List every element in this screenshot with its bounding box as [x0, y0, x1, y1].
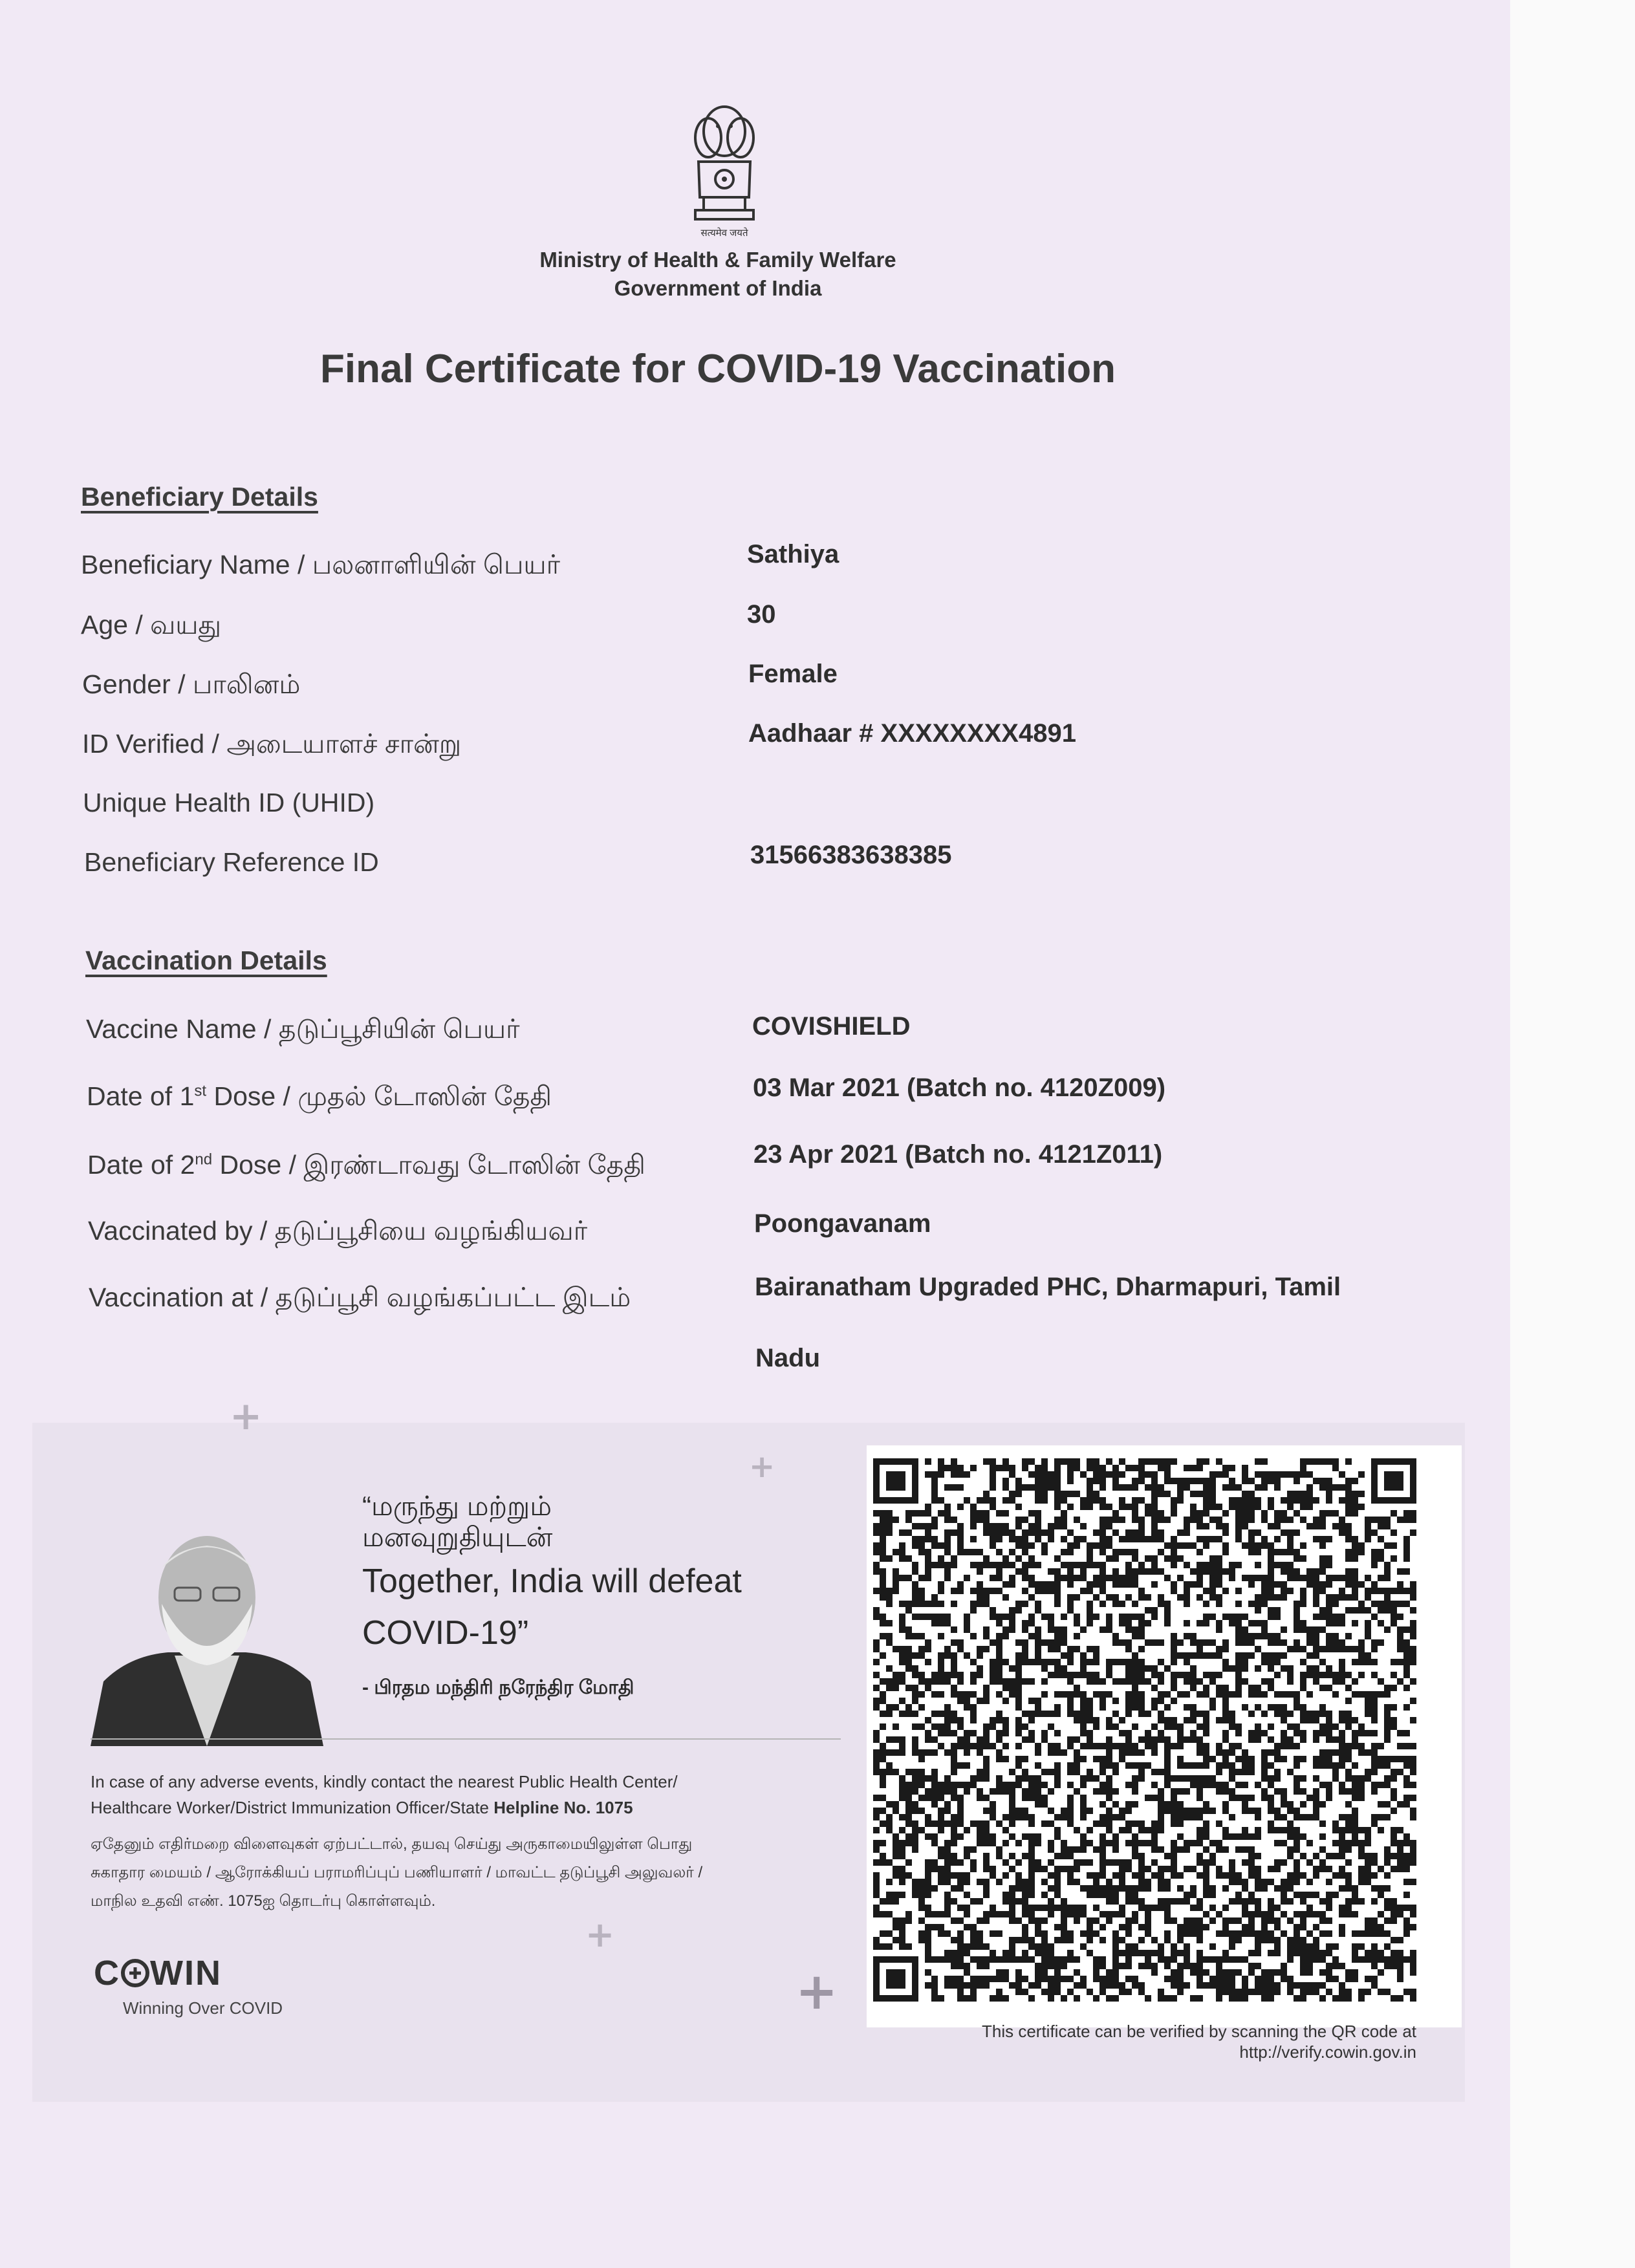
cowin-tagline: Winning Over COVID: [123, 1998, 283, 2018]
beneficiary-heading: Beneficiary Details: [81, 482, 318, 512]
uhid-label: Unique Health ID (UHID): [83, 788, 375, 817]
helpline-en-line-1: In case of any adverse events, kindly contact the nearest Public Health Center/: [91, 1772, 678, 1791]
plus-decoration-icon: +: [585, 1914, 615, 1955]
dose2-label-prefix: Date of 2: [87, 1150, 195, 1180]
plus-decoration-icon: +: [796, 1963, 838, 2021]
age-label: Age / வயது: [81, 610, 222, 640]
qr-code-icon[interactable]: [873, 1458, 1416, 2002]
plus-decoration-icon: +: [230, 1394, 263, 1439]
ministry-line-2: Government of India: [614, 276, 822, 300]
quote-english-line-1: Together, India will defeat: [362, 1562, 742, 1600]
cowin-logo: [94, 1953, 222, 1993]
quote-tamil: [362, 1491, 828, 1553]
helpline-number: Helpline No. 1075: [493, 1798, 633, 1817]
ministry-line-1: Ministry of Health & Family Welfare: [539, 248, 896, 272]
dose2-label: [87, 1150, 645, 1184]
vaccinated-at-label: Vaccination at / தடுப்பூசி வழங்கப்பட்ட இடம்: [89, 1282, 631, 1312]
quote-tamil-line-1: “மருந்து மற்றும்: [362, 1491, 552, 1521]
reference-id-label: Beneficiary Reference ID: [84, 847, 379, 877]
age-value: 30: [747, 600, 776, 629]
ministry-name: [453, 246, 983, 303]
cowin-plus-o-icon: [121, 1959, 149, 1987]
id-verified-value: Aadhaar # XXXXXXXX4891: [748, 719, 1076, 748]
portrait-image: [91, 1520, 323, 1746]
cowin-logo-c: C: [94, 1954, 120, 1993]
dose1-label-suffix: Dose / முதல் டோஸின் தேதி: [206, 1081, 552, 1111]
helpline-ta-line-2: சுகாதார மையம் / ஆரோக்கியப் பராமரிப்புப் பணியாளர் / மாவட்ட தடுப்பூசி அலுவலர் /: [91, 1864, 703, 1881]
helpline-en-line-2: [91, 1795, 867, 1820]
reference-id-value: 31566383638385: [750, 841, 952, 869]
vaccine-name-value: COVISHIELD: [752, 1012, 911, 1041]
qr-caption: [860, 2021, 1416, 2062]
cowin-logo-win: WIN: [150, 1954, 222, 1993]
certificate-title: Final Certificate for COVID-19 Vaccination: [320, 347, 1116, 391]
dose2-label-suffix: Dose / இரண்டாவது டோஸின் தேதி: [212, 1150, 645, 1180]
national-emblem-icon: [673, 100, 776, 239]
vaccinated-by-value: Poongavanam: [754, 1209, 931, 1238]
helpline-tamil: [91, 1830, 867, 1916]
helpline-ta-line-1: ஏதேனும் எதிர்மறை விளைவுகள் ஏற்பட்டால், தயவு செய்து அருகாமையிலுள்ள பொது: [91, 1835, 693, 1853]
quote-english: [362, 1555, 854, 1659]
vaccine-name-label: Vaccine Name / தடுப்பூசியின் பெயர்: [86, 1014, 520, 1044]
beneficiary-name-label: Beneficiary Name / பலனாளியின் பெயர்: [81, 550, 561, 579]
dose1-label-sup: st: [194, 1082, 207, 1100]
dose1-value: 03 Mar 2021 (Batch no. 4120Z009): [753, 1074, 1166, 1102]
dose1-label-prefix: Date of 1: [87, 1081, 195, 1111]
emblem-motto: सत्यमेव जयते: [700, 228, 748, 239]
helpline-english: [91, 1769, 867, 1820]
helpline-ta-line-3: மாநில உதவி எண். 1075ஐ தொடர்பு கொள்ளவும்.: [91, 1892, 436, 1910]
qr-caption-line-1: This certificate can be verified by scanning the QR code at: [981, 2022, 1416, 2041]
id-verified-label: ID Verified / அடையாளச் சான்று: [82, 729, 462, 759]
vaccinated-by-label: Vaccinated by / தடுப்பூசியை வழங்கியவர்: [88, 1216, 588, 1246]
quote-english-line-2: COVID-19”: [362, 1614, 529, 1652]
vaccinated-at-value-line-1: Bairanatham Upgraded PHC, Dharmapuri, Tamil: [755, 1273, 1341, 1301]
quote-tamil-line-2: மனவுறுதியுடன்: [362, 1522, 553, 1552]
qr-caption-line-2: http://verify.cowin.gov.in: [1239, 2042, 1416, 2062]
gender-label: Gender / பாலினம்: [82, 669, 301, 699]
vaccinated-at-value-line-2: Nadu: [755, 1344, 820, 1372]
dose2-value: 23 Apr 2021 (Batch no. 4121Z011): [753, 1140, 1163, 1169]
scan-margin: [1510, 0, 1635, 2268]
plus-decoration-icon: +: [749, 1449, 775, 1485]
dose1-label: [87, 1081, 552, 1116]
gender-value: Female: [748, 660, 838, 688]
vaccination-heading: Vaccination Details: [85, 945, 327, 975]
dose2-label-sup: nd: [195, 1150, 213, 1169]
banner-divider: [91, 1738, 841, 1740]
quote-author: - பிரதம மந்திரி நரேந்திர மோதி: [362, 1677, 634, 1698]
helpline-en-line-2-text: Healthcare Worker/District Immunization Officer/State: [91, 1798, 494, 1817]
beneficiary-name-value: Sathiya: [747, 540, 839, 568]
